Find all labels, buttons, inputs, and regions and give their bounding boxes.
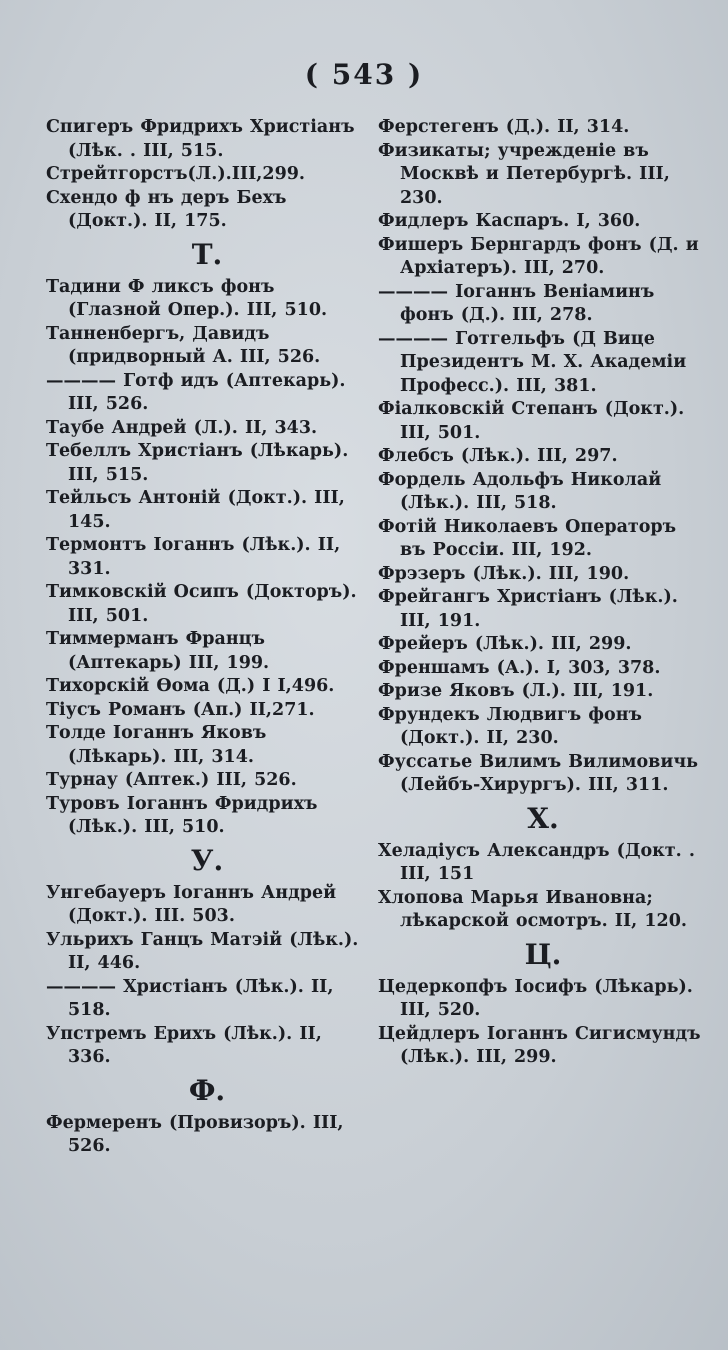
- index-entry: Тебеллъ Христіанъ (Лѣкарь). III, 515.: [46, 441, 349, 485]
- index-entry: Цедеркопфъ Іосифъ (Лѣкарь). III, 520.: [378, 976, 693, 1020]
- index-entry: Физикаты; учрежденіе въ Москвѣ и Петербургѣ. III, 230.: [378, 140, 670, 208]
- index-entry: Стрейтгорстъ(Л.).III,299.: [46, 164, 306, 184]
- section-letter: Ц.: [524, 937, 562, 971]
- index-entry: ———— Готгельфъ (Д Вице Президентъ М. Х. Академіи Професс.). III, 381.: [378, 328, 687, 396]
- index-entry: Танненбергъ, Давидъ (придворный А. III, 526.: [46, 323, 321, 367]
- index-entry: Термонтъ Іоганнъ (Лѣк.). II, 331.: [46, 535, 341, 579]
- index-entry: ———— Іоганнъ Веніаминъ фонъ (Д.). III, 278.: [378, 281, 655, 325]
- index-entry: Фотій Николаевъ Операторъ въ Россіи. III, 192.: [378, 516, 677, 560]
- index-entry: Фордель Адольфъ Николай (Лѣк.). III, 518.: [378, 469, 662, 513]
- index-entry: Схендо ф нъ деръ Бехъ (Докт.). II, 175.: [46, 187, 287, 231]
- left-column: [46, 116, 368, 1159]
- index-entry: Тейльсъ Антоній (Докт.). III, 145.: [46, 488, 345, 532]
- index-entry: Фермеренъ (Провизоръ). III, 526.: [46, 1112, 344, 1156]
- index-entry: Туровъ Іоганнъ Фридрихъ (Лѣк.). III, 510.: [46, 793, 318, 837]
- index-entry: Фишеръ Бернгардъ фонъ (Д. и Архіатеръ). III, 270.: [378, 234, 699, 278]
- index-entry: Тіусъ Романъ (Ап.) II,271.: [46, 699, 315, 720]
- index-entry: Спигеръ Фридрихъ Христіанъ (Лѣк. . III, 515.: [46, 117, 355, 161]
- index-entry: Флебсъ (Лѣк.). III, 297.: [378, 446, 618, 466]
- page-number: ( 543 ): [304, 58, 424, 91]
- section-letter: Х.: [527, 801, 559, 835]
- index-entry: Упстремъ Ерихъ (Лѣк.). II, 336.: [46, 1023, 322, 1067]
- index-entry: Унгебауеръ Іоганнъ Андрей (Докт.). III. 503.: [46, 882, 337, 926]
- index-entry: Тиммерманъ Францъ (Аптекарь) III, 199.: [46, 629, 270, 673]
- index-entry: Фрундекъ Людвигъ фонъ (Докт.). II, 230.: [378, 704, 642, 748]
- index-entry: Хеладіусъ Александръ (Докт. . III, 151: [378, 840, 695, 884]
- index-entry: Ферстегенъ (Д.). II, 314.: [378, 117, 630, 137]
- index-entry: Тимковскій Осипъ (Докторъ). III, 501.: [46, 582, 357, 626]
- index-entry: Фрэзеръ (Лѣк.). III, 190.: [378, 563, 630, 584]
- index-entry: Фризе Яковъ (Л.). III, 191.: [378, 681, 654, 701]
- index-entry: Тихорскій Ѳома (Д.) I I,496.: [46, 676, 335, 696]
- index-entry: ———— Христіанъ (Лѣк.). II, 518.: [46, 976, 334, 1020]
- section-letter: У.: [190, 843, 224, 877]
- section-letter: Т.: [191, 237, 223, 271]
- index-entry: ———— Готф идъ (Аптекарь). III, 526.: [46, 370, 346, 414]
- right-column: [378, 116, 708, 1070]
- section-letter: Ф.: [188, 1073, 226, 1107]
- index-entry: Таубе Андрей (Л.). II, 343.: [46, 417, 318, 438]
- index-entry: Френшамъ (А.). I, 303, 378.: [378, 657, 661, 678]
- index-entry: Фуссатье Вилимъ Вилимовичь (Лейбъ-Хирургъ). III, 311.: [378, 751, 698, 795]
- index-entry: Фидлеръ Каспаръ. I, 360.: [378, 211, 641, 231]
- index-entry: Турнау (Аптек.) III, 526.: [46, 770, 297, 790]
- index-entry: Толде Іоганнъ Яковъ (Лѣкарь). III, 314.: [46, 723, 267, 767]
- index-entry: Хлопова Марья Ивановна; лѣкарской осмотръ. II, 120.: [378, 887, 687, 931]
- index-entry: Цейдлеръ Іоганнъ Сигисмундъ (Лѣк.). III, 299.: [378, 1023, 701, 1067]
- index-entry: Ульрихъ Ганцъ Матэій (Лѣк.). II, 446.: [46, 929, 359, 973]
- index-entry: Фрейеръ (Лѣк.). III, 299.: [378, 634, 632, 654]
- index-entry: Тадини Ф ликсъ фонъ (Глазной Опер.). III, 510.: [46, 276, 328, 320]
- index-entry: Фрейгангъ Христіанъ (Лѣк.). III, 191.: [378, 587, 678, 631]
- index-entry: Фіалковскій Степанъ (Докт.). III, 501.: [378, 399, 685, 443]
